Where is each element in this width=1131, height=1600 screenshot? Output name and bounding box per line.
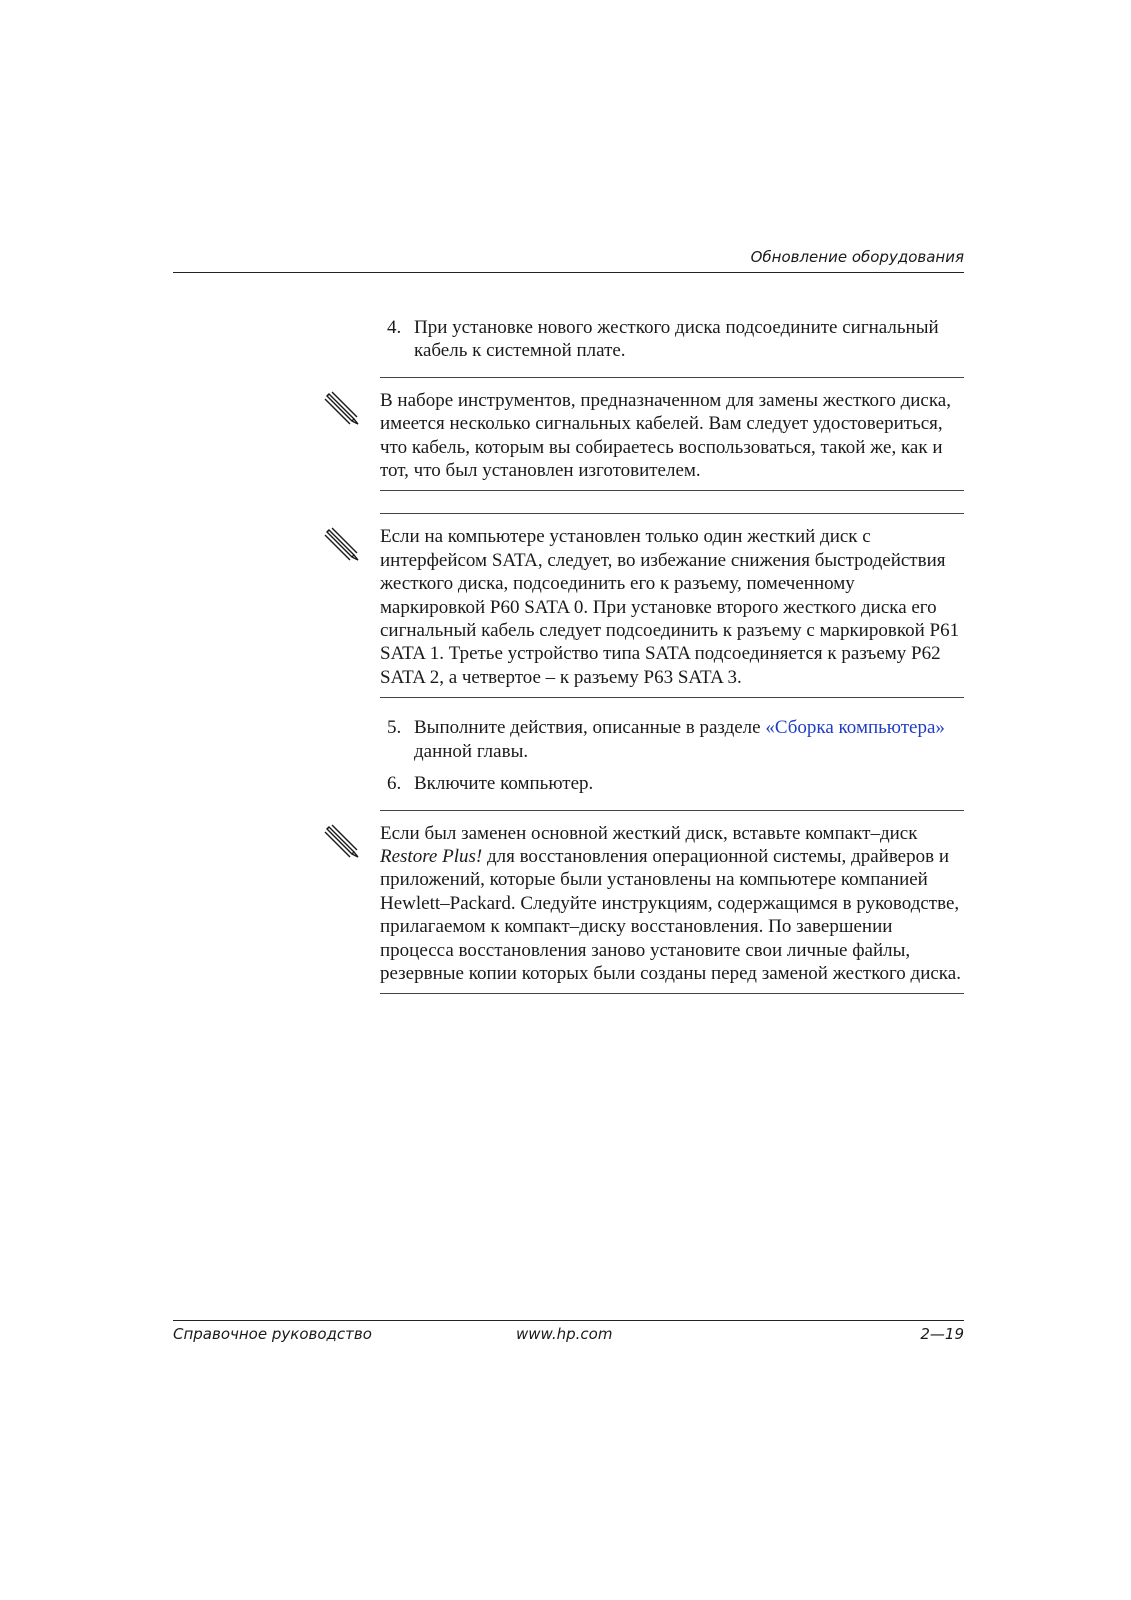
pencil-note-icon [323,390,363,426]
pencil-note-icon [323,526,363,562]
main-content [380,316,964,994]
step-5 [380,716,964,763]
pencil-note-icon [323,823,363,859]
step-text-before: Выполните действия, описанные в разделе [414,717,766,739]
step-4 [380,316,964,363]
note-text [380,822,964,986]
note-box [380,513,964,698]
section-link[interactable]: «Сборка компьютера» [765,717,945,739]
footer-url: www.hp.com [516,1325,613,1343]
product-name: Restore Plus! [380,845,483,867]
step-6 [380,772,964,795]
step-number: 6. [387,773,402,795]
step-number: 5. [387,717,402,739]
step-number: 4. [387,317,402,338]
note-text-after: для восстановления операционной системы, драйверов и приложений, которые были установлены на компьютере компанией Hewlett–Packard. Следуйте инструкциям, содержащимся в руководстве, прилагаемом к компакт–диску восстановления. По завершении процесса восстановления заново установите свои личные файлы, резервные копии которых были созданы перед заменой жесткого диска. [380,845,961,984]
header-title: Обновление оборудования [750,248,964,266]
page-number: 2—19 [920,1325,964,1343]
note-box [380,377,964,492]
page-footer [173,1320,964,1343]
step-text: При установке нового жесткого диска подсоедините сигнальный кабель к системной плате. [414,317,939,362]
note-text: Если на компьютере установлен только один жесткий диск с интерфейсом SATA, следует, во избежание снижения быстродействия жесткого диска, подсоединить его к разъему, помеченному маркировкой P60 SATA 0. При установке второго жесткого диска его сигнальный кабель следует подсоединить к разъему с маркировкой P61 SATA 1. Третье устройство типа SATA подсоединяется к разъему P62 SATA 2, а четвертое – к разъему P63 SATA 3. [380,526,960,688]
note-text-before: Если был заменен основной жесткий диск, вставьте компакт–диск [380,822,918,844]
page-header [173,248,964,273]
step-text: Включите компьютер. [414,773,594,795]
footer-title: Справочное руководство [173,1325,372,1343]
step-text-after: данной главы. [414,740,529,762]
note-text: В наборе инструментов, предназначенном для замены жесткого диска, имеется несколько сигнальных кабелей. Вам следует удостовериться, что кабель, которым вы собираетесь воспользоваться, такой же, как и тот, что был установлен изготовителем. [380,389,951,482]
note-box [380,810,964,995]
